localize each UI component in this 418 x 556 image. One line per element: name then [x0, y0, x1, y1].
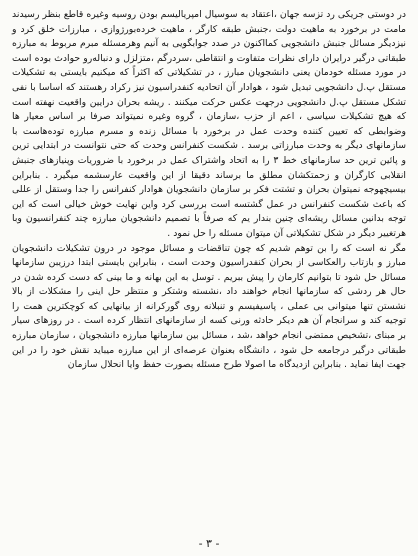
paragraph-1: در دوستی جریکی رد تزسه جهان ،اعتقاد به سوسیال امپریالیسم بودن روسیه وغیره قاطع بنظر رسیدند مامت در برخورد به ماهیت دولت ،جنبش طبقه کارگر ، ماهیت خرده‌بورژوازی ، مبارزات خلق کرد و نیزدیگر مسائل جنبش دانشجویی کمااکنون در صدد جوابگویی به آنیم وهرمسئله مبرم مربوط به مبارزه طبقاتی درگیر درایران دارای نظرات متفاوت و انتقاطی ،سردرگم ،متزلزل و دنباله‌رو حوادث بوده است در مورد مسئله خودمان یعنی دانشجویان مبارز ، در تشکیلاتی که اکثراً که میکنیم بایستی به تشکیلات مستقل پ.ل دانشجویی تبدیل شود ، هوادار آن اتحادیه کنفدراسیون نیز رکراد رهستند که اساسا با نفی تشکل مستقل پ.ل دانشجویی درجهت عکس حرکت میکنند . ریشه بحران درایین واقعیت نهفته است که هیچ تشکیلات سیاسی ، اعم از حزب ،سازمان ، گروه وغیره نمیتواند صرفا بر اساس معیار ها وضوابطی که تعیین کننده وحدت عمل در برخورد با مسائل زنده و مسرم مبارزه توده‌هاست با سازمانهای دیگر به وحدت مبارزاتی برسد . شکست کنفرانس وحدت که حتی نتوانست در ابتدایی ترین و پائین ترین حد سازمانهای خط ۳ را به اتحاد واشتراک عمل در برخورد با ضروریات وپنیازهای جنبش انقلابی کارگران و زحمتکشان مطلق ما برساند دقیقا از این واقعیت عارسشمه میگیرد . بنابراین بیسیچهوجه نمیتوان بحران و تشتت فکر بر سازمان دانشجویان هوادار کنفرانس را جدا وستقل از عللی که باعث شکست کنفرانس در عمل گشتسه است بررسی کرد واین نهایت خوش خیالی است که این توجه بدانین مسائل ریشه‌ای چنین بندار یم که صرفاً با تصمیم دانشجویان مبارزه چند کنفرانسیون وبا هرتغییر دیگر در شکل تشکیلاتی آن میتوان مسئله را حل نمود . [12, 9, 406, 239]
page-number: - ۳ - [198, 537, 220, 550]
body-text [12, 8, 406, 373]
paragraph-2: مگر نه است که را بن توهم شدیم که چون تناقضات و مسائل موجود در درون تشکیلات دانشجویان مبارز و بازتاب رالعکاسی از بحران کنفدراسیون وحدت است ، بنابراین بایستی ابتدا درزیبن سازمانها مسائل حل شود تا بتوانیم کارمان را پیش ببریم . توسل به این بهانه و ما بینی که دست کرده شدن در حال هر ردشی که سازمانها انجام خواهند داد ،نشسته وشتکر و منتظر حل اینی را مشکلات از بالا نشستن تنها میتوانی بی عملی ، پاسیفیسم و تنبلانه روی گوركرانه از بیانهایی که کوچکترین همت را توجیه کند و سرانجام آن هم دیکر حادثه ورنی کسه از سازمانهای انتظار کرده است . در روزهای سیار بر مبنای ،تشخیص ممتضی انجام خواهد ،شد ، مسائل بین سازمانها مبارزه دانشجویان ، سازمان مبارزه طبقاتی درگیر درجامعه حل شود ، دانشگاه بعنوان عرصه‌ای از این مبارزه میباید نقش خود را در این جهت ایفا نماید . بنابراین ازدیدگاه ما اصولا طرح مسئله بصورت حفظ وایا انحلال سازمان [12, 242, 406, 371]
